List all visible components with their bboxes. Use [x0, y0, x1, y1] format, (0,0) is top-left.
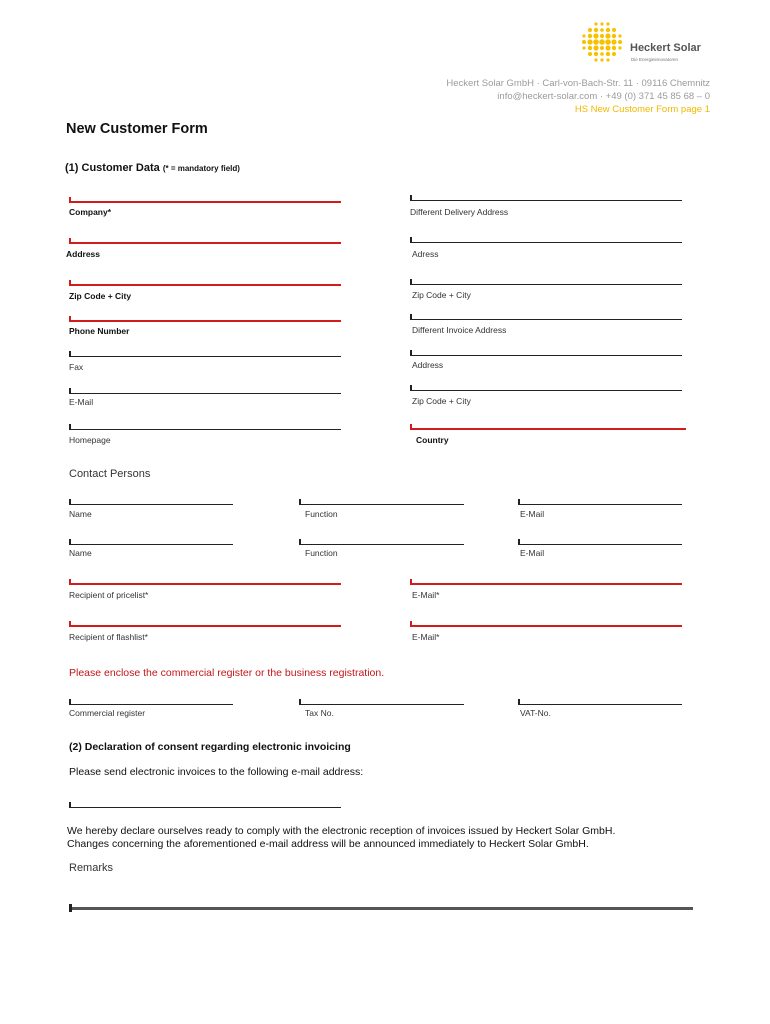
- flashlist-recipient-field[interactable]: [69, 625, 341, 627]
- contact-1-email-field[interactable]: [518, 504, 682, 505]
- invoice-address-label: Different Invoice Address: [412, 325, 507, 335]
- invoice-street-field[interactable]: [410, 355, 682, 356]
- company-contact: info@heckert-solar.com · +49 (0) 371 45 85 68 – 0: [497, 91, 710, 102]
- zip-city-field[interactable]: [69, 284, 341, 286]
- delivery-street-label: Adress: [412, 249, 439, 259]
- contact-persons-heading: Contact Persons: [69, 468, 151, 480]
- sun-dots-icon: [578, 20, 628, 68]
- tax-no-field[interactable]: [299, 704, 464, 705]
- section-1-title: (1) Customer Data: [65, 162, 160, 174]
- einvoice-request-text: Please send electronic invoices to the following e-mail address:: [69, 766, 364, 778]
- mandatory-note: (* = mandatory field): [162, 164, 240, 173]
- remarks-label: Remarks: [69, 862, 114, 874]
- contact-2-name-field[interactable]: [69, 544, 233, 545]
- company-label: Company*: [69, 207, 112, 217]
- phone-label: Phone Number: [69, 326, 130, 336]
- vat-no-field[interactable]: [518, 704, 682, 705]
- pricelist-recipient-label: Recipient of pricelist*: [69, 590, 149, 600]
- flashlist-recipient-label: Recipient of flashlist*: [69, 632, 148, 642]
- delivery-zip-city-label: Zip Code + City: [412, 290, 471, 300]
- commercial-register-field[interactable]: [69, 704, 233, 705]
- contact-2-function-label: Function: [305, 548, 338, 558]
- section-1-heading: [65, 162, 240, 174]
- phone-field[interactable]: [69, 320, 341, 322]
- country-label: Country: [416, 435, 449, 445]
- contact-1-name-label: Name: [69, 509, 92, 519]
- contact-1-email-label: E-Mail: [520, 509, 545, 519]
- fax-label: Fax: [69, 362, 84, 372]
- address-label: Address: [66, 249, 101, 259]
- delivery-zip-city-field[interactable]: [410, 284, 682, 285]
- commercial-register-label: Commercial register: [69, 708, 146, 718]
- invoice-street-label: Address: [412, 360, 444, 370]
- country-field[interactable]: [410, 428, 686, 430]
- invoice-zip-city-field[interactable]: [410, 390, 682, 391]
- delivery-street-field[interactable]: [410, 242, 682, 243]
- zip-city-label: Zip Code + City: [69, 291, 132, 301]
- email-field[interactable]: [69, 393, 341, 394]
- flashlist-email-label: E-Mail*: [412, 632, 440, 642]
- logo-tagline: Die Energieinnovatoren: [631, 57, 679, 62]
- homepage-label: Homepage: [69, 435, 111, 445]
- contact-2-function-field[interactable]: [299, 544, 464, 545]
- delivery-address-field[interactable]: [410, 200, 682, 201]
- contact-2-name-label: Name: [69, 548, 92, 558]
- tax-no-label: Tax No.: [305, 708, 334, 718]
- email-label: E-Mail: [69, 397, 94, 407]
- section-2-heading: (2) Declaration of consent regarding electronic invoicing: [69, 741, 351, 753]
- declaration-line-1: We hereby declare ourselves ready to comply with the electronic reception of invoices issued by Heckert Solar GmbH.: [67, 825, 616, 837]
- homepage-field[interactable]: [69, 429, 341, 430]
- address-field[interactable]: [69, 242, 341, 244]
- delivery-address-label: Different Delivery Address: [410, 207, 509, 217]
- company-field[interactable]: [69, 201, 341, 203]
- flashlist-email-field[interactable]: [410, 625, 682, 627]
- enclose-register-note: Please enclose the commercial register or the business registration.: [69, 667, 385, 679]
- remarks-field[interactable]: [69, 907, 693, 910]
- contact-1-function-label: Function: [305, 509, 338, 519]
- fax-field[interactable]: [69, 356, 341, 357]
- page-reference: HS New Customer Form page 1: [574, 104, 710, 115]
- logo-name: Heckert Solar: [630, 42, 701, 54]
- pricelist-email-field[interactable]: [410, 583, 682, 585]
- contact-1-name-field[interactable]: [69, 504, 233, 505]
- invoice-address-field[interactable]: [410, 319, 682, 320]
- declaration-line-2: Changes concerning the aforementioned e-mail address will be announced immediately to Heckert Solar GmbH.: [67, 838, 589, 850]
- company-address: Heckert Solar GmbH · Carl-von-Bach-Str. 11 · 09116 Chemnitz: [446, 78, 710, 89]
- invoice-zip-city-label: Zip Code + City: [412, 396, 471, 406]
- contact-2-email-label: E-Mail: [520, 548, 545, 558]
- heckert-solar-logo: [578, 20, 713, 68]
- vat-no-label: VAT-No.: [520, 708, 551, 718]
- contact-1-function-field[interactable]: [299, 504, 464, 505]
- contact-2-email-field[interactable]: [518, 544, 682, 545]
- page-title: New Customer Form: [66, 121, 208, 137]
- pricelist-email-label: E-Mail*: [412, 590, 440, 600]
- pricelist-recipient-field[interactable]: [69, 583, 341, 585]
- einvoice-email-field[interactable]: [69, 807, 341, 808]
